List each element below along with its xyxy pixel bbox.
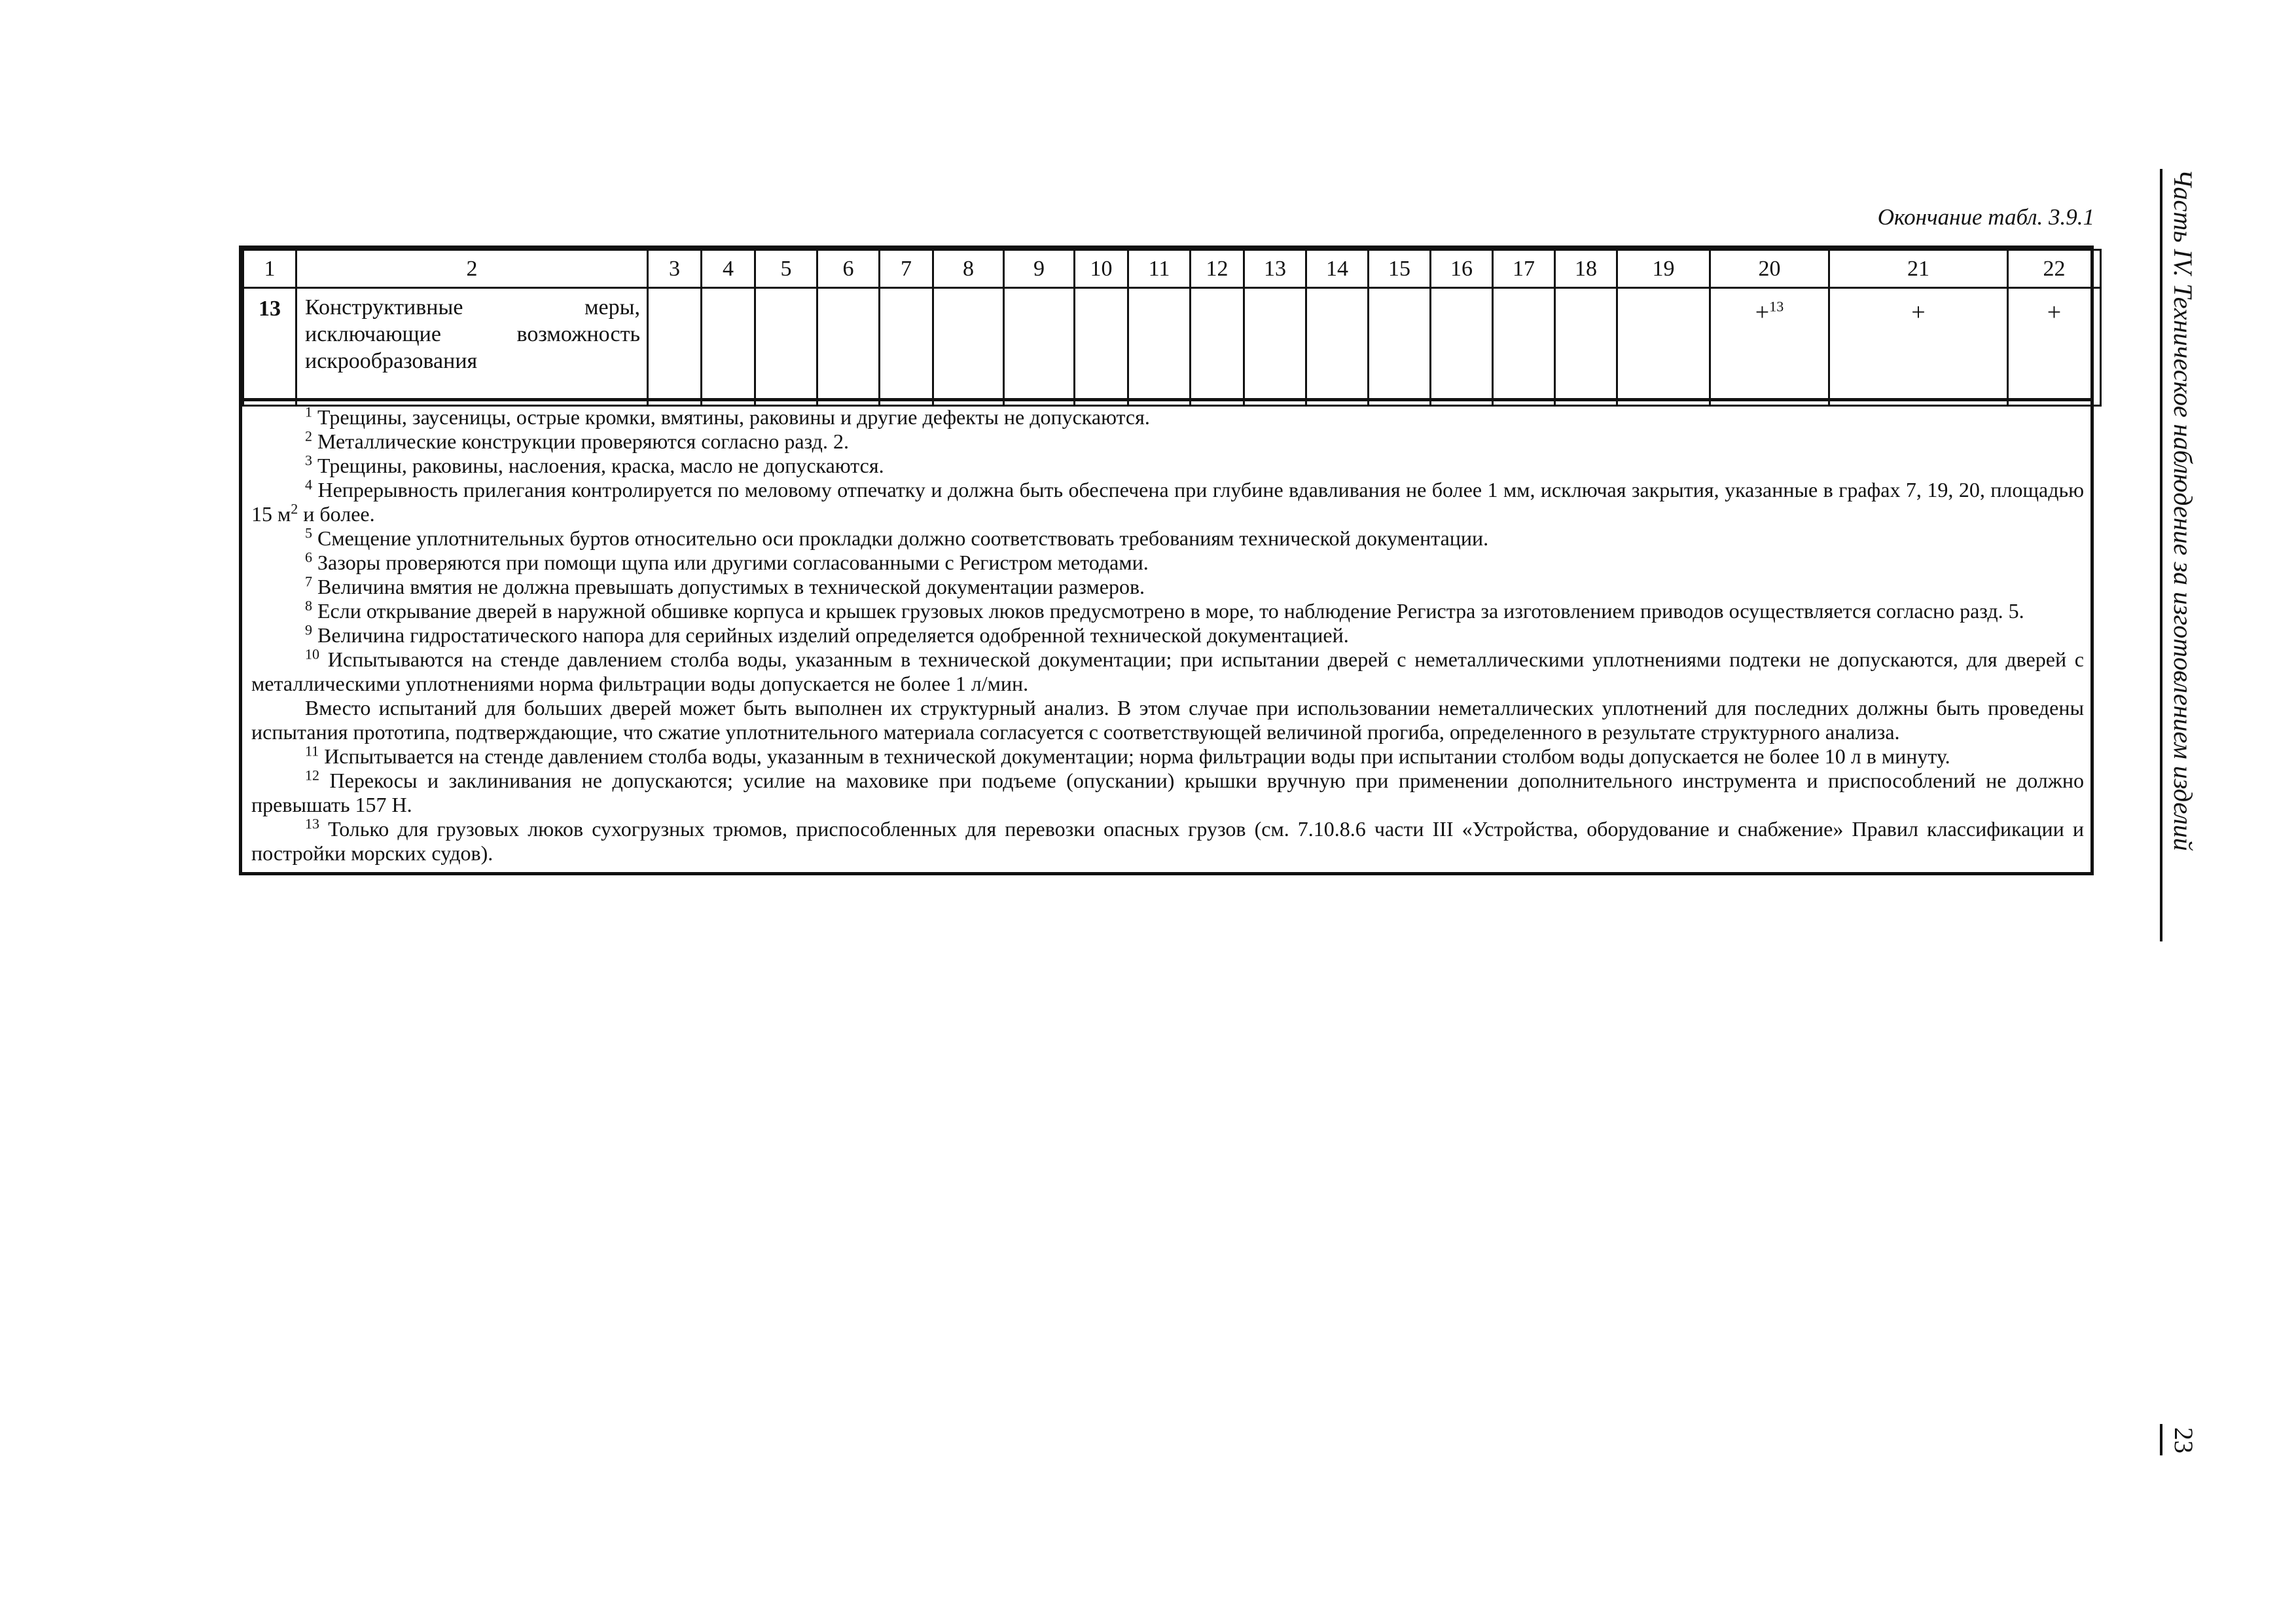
footnote <box>251 575 2084 599</box>
table-cell <box>1306 288 1369 406</box>
table-cell <box>1369 288 1431 406</box>
footnote-number: 4 <box>305 476 312 493</box>
footnote <box>251 744 2084 769</box>
footnote-text: Трещины, заусеницы, острые кромки, вмятины, раковины и другие дефекты не допускаются. <box>317 405 1150 429</box>
column-header: 5 <box>755 250 817 288</box>
footnote <box>251 647 2084 696</box>
footnote-text: Непрерывность прилегания контролируется по меловому отпечатку и должна быть обеспечена при глубине вдавливания не более 1 мм, исключая закрытия, указанные в графах 7, 19, 20, площадью 15 м <box>251 478 2085 526</box>
footnote-number: 7 <box>305 573 312 590</box>
column-header: 4 <box>702 250 755 288</box>
footnote-number: 11 <box>305 742 319 759</box>
column-header: 14 <box>1306 250 1369 288</box>
footnote-number: 9 <box>305 621 312 638</box>
footnote <box>251 526 2084 551</box>
footnote-number: 12 <box>305 767 319 784</box>
footnote <box>251 551 2084 575</box>
column-header: 12 <box>1191 250 1244 288</box>
table-cell <box>1128 288 1191 406</box>
table-cell <box>1493 288 1555 406</box>
footnote-text: Смещение уплотнительных буртов относительно оси прокладки должно соответствовать требованиям технической документации. <box>317 526 1489 550</box>
table-cell <box>1075 288 1128 406</box>
table-row <box>243 288 2101 406</box>
footnotes <box>242 398 2090 866</box>
page-number-rule <box>2160 1424 2162 1455</box>
unit-exponent: 2 <box>291 500 298 517</box>
column-header: 22 <box>2008 250 2101 288</box>
footnote <box>251 599 2084 623</box>
footnote-text: Испытываются на стенде давлением столба воды, указанным в технической документации; при испытании дверей с неметаллическими уплотнениями подтеки не допускаются, для дверей с металлическими уплотнениями норма фильтрации воды допускается не более 1 л/мин. <box>251 647 2085 695</box>
footnote-text: Зазоры проверяются при помощи щупа или другими согласованными с Регистром методами. <box>317 551 1149 574</box>
table-cell <box>817 288 880 406</box>
table-cell <box>1431 288 1493 406</box>
footnote-number: 2 <box>305 428 312 445</box>
footnote-number: 13 <box>305 815 319 832</box>
column-header: 19 <box>1617 250 1710 288</box>
column-header: 3 <box>648 250 702 288</box>
footnote <box>251 623 2084 647</box>
footnote-text: Только для грузовых люков сухогрузных трюмов, приспособленных для перевозки опасных грузов (см. 7.10.8.6 части III «Устройства, оборудование и снабжение» Правил классификации и постройки морских судов). <box>251 817 2085 865</box>
running-header: Часть IV. Техническое наблюдение за изготовлением изделий <box>2168 169 2198 851</box>
column-header: 18 <box>1555 250 1617 288</box>
column-header: 16 <box>1431 250 1493 288</box>
table-cell-col22: + <box>2008 288 2101 406</box>
footnote-text: Величина гидростатического напора для серийных изделий определяется одобренной технической документацией. <box>317 623 1349 647</box>
table-cell <box>648 288 702 406</box>
footnote <box>251 817 2084 866</box>
footnote-number: 10 <box>305 646 319 663</box>
column-header: 1 <box>243 250 296 288</box>
footnote <box>251 454 2084 478</box>
footnote-number: 6 <box>305 549 312 566</box>
table-cell <box>1191 288 1244 406</box>
table-cell-col21: + <box>1829 288 2008 406</box>
table-cell <box>702 288 755 406</box>
column-header: 17 <box>1493 250 1555 288</box>
footnote-text: Металлические конструкции проверяются согласно разд. 2. <box>317 429 849 453</box>
table-frame <box>239 246 2094 875</box>
column-header: 7 <box>880 250 933 288</box>
column-header: 20 <box>1710 250 1829 288</box>
column-header: 13 <box>1244 250 1306 288</box>
table-cell <box>755 288 817 406</box>
footnote <box>251 769 2084 817</box>
table-cell <box>880 288 933 406</box>
column-header: 21 <box>1829 250 2008 288</box>
footnote <box>251 478 2084 526</box>
table-cell-col20 <box>1710 288 1829 406</box>
footnote-number: 5 <box>305 524 312 541</box>
footnote-number: 8 <box>305 597 312 614</box>
footnote-continuation <box>251 696 2084 744</box>
footnote-ref: 13 <box>1769 298 1784 315</box>
column-header: 8 <box>933 250 1004 288</box>
table-cell <box>1555 288 1617 406</box>
plus-mark: + <box>1755 299 1770 326</box>
column-header: 6 <box>817 250 880 288</box>
column-header: 11 <box>1128 250 1191 288</box>
footnote-text: Перекосы и заклинивания не допускаются; усилие на маховике при подъеме (опускании) крышки вручную при применении дополнительного инструмента и приспособлений не должно превышать 157 Н. <box>251 769 2085 816</box>
footnote <box>251 405 2084 429</box>
column-header: 15 <box>1369 250 1431 288</box>
footnote <box>251 429 2084 454</box>
footnote-number: 1 <box>305 403 312 420</box>
footnote-text: Вместо испытаний для больших дверей может быть выполнен их структурный анализ. В этом случае при использовании неметаллических уплотнений для последних должны быть проведены испытания прототипа, подтверждающие, что сжатие уплотнительного материала согласуется с соответствующей величиной прогиба, определенного в результате структурного анализа. <box>251 696 2084 744</box>
footnote-text: Величина вмятия не должна превышать допустимых в технической документации размеров. <box>317 575 1145 598</box>
table-cell <box>933 288 1004 406</box>
header-row <box>243 250 2101 288</box>
column-header: 2 <box>296 250 648 288</box>
footnote-text: Если открывание дверей в наружной обшивке корпуса и крышек грузовых люков предусмотрено в море, то наблюдение Регистра за изготовлением приводов осуществляется согласно разд. 5. <box>317 599 2024 623</box>
footnote-text: Трещины, раковины, наслоения, краска, масло не допускаются. <box>317 454 884 477</box>
row-number: 13 <box>243 288 296 406</box>
column-header: 10 <box>1075 250 1128 288</box>
footnote-text: Испытывается на стенде давлением столба воды, указанным в технической документации; норма фильтрации воды при испытании столбом воды допускается не более 10 л в минуту. <box>324 744 1950 768</box>
table-cell <box>1617 288 1710 406</box>
footnote-number: 3 <box>305 452 312 469</box>
footnote-text-tail: и более. <box>298 502 375 526</box>
inspection-table <box>242 249 2102 407</box>
row-description: Конструктивные меры, исключающие возможность искрообразования <box>296 288 648 406</box>
table-cell <box>1244 288 1306 406</box>
table-cell <box>1004 288 1075 406</box>
column-header: 9 <box>1004 250 1075 288</box>
table-caption: Окончание табл. 3.9.1 <box>1877 204 2094 230</box>
page-number: 23 <box>2169 1427 2198 1453</box>
